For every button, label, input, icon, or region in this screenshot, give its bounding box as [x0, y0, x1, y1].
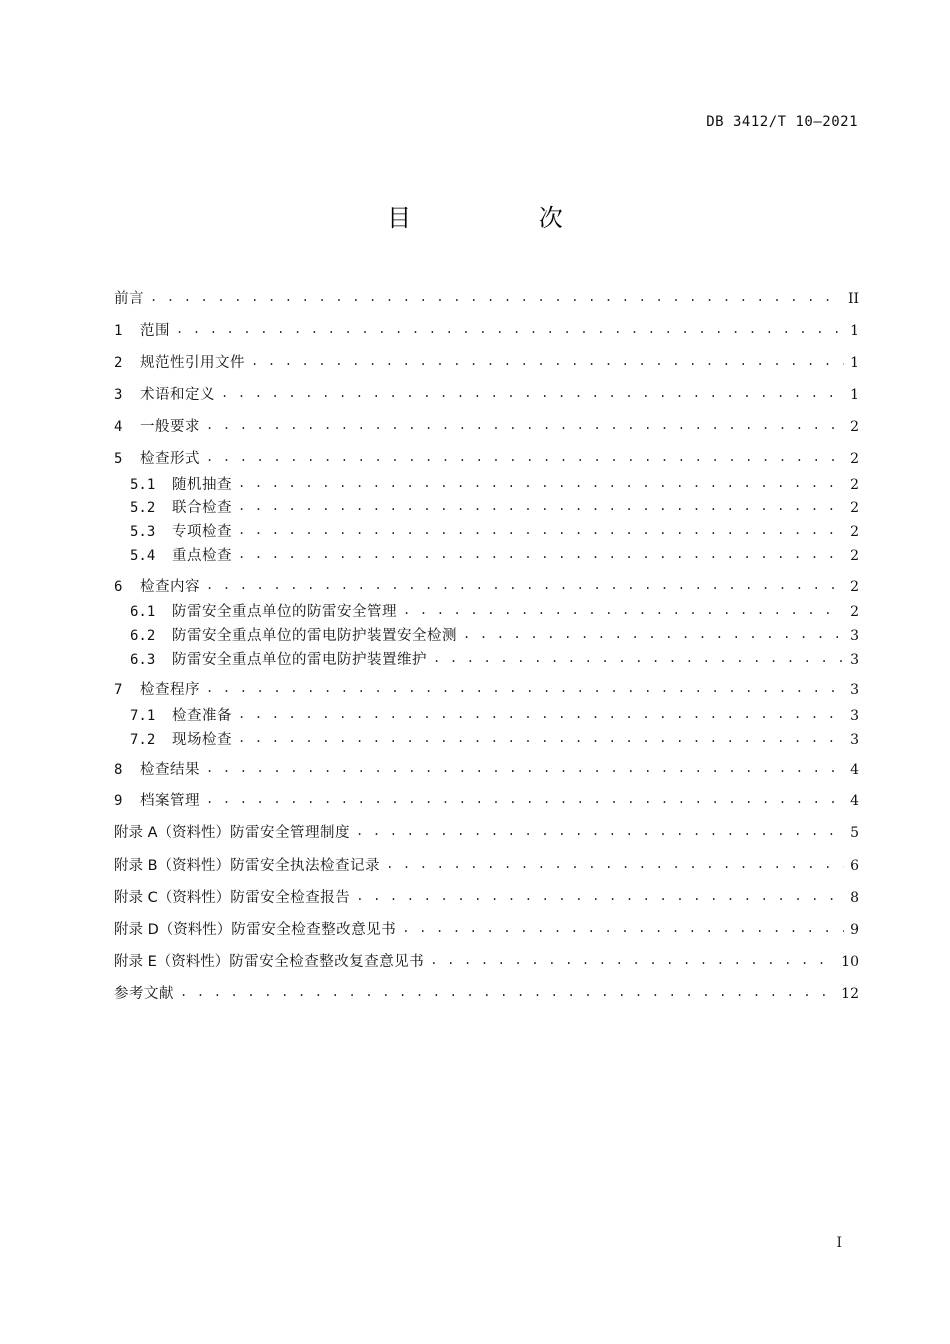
dot-leader — [433, 648, 844, 668]
dot-leader — [176, 319, 844, 339]
toc-label: 参考文献 — [114, 986, 174, 1002]
toc-entry-2[interactable] — [114, 353, 859, 373]
toc-page: 1 — [850, 323, 859, 339]
toc-number: 8 — [114, 762, 123, 778]
toc-page: 3 — [850, 628, 859, 644]
dot-leader — [386, 854, 844, 874]
toc-label: 规范性引用文件 — [140, 355, 245, 371]
dot-leader — [150, 287, 842, 307]
toc-entry-5-1[interactable] — [114, 475, 859, 495]
toc-page: 9 — [850, 922, 859, 938]
toc-number: 6.2 — [130, 628, 156, 644]
toc-entry-3[interactable] — [114, 385, 859, 405]
toc-number: 2 — [114, 355, 123, 371]
annex-label: 附录 B（资料性） — [114, 858, 231, 874]
toc-number: 7.1 — [130, 708, 156, 724]
toc-label: 检查形式 — [140, 451, 200, 467]
toc-page: 2 — [850, 419, 859, 435]
toc-label: 一般要求 — [140, 419, 200, 435]
dot-leader — [238, 728, 844, 748]
toc-label: 随机抽查 — [172, 477, 232, 493]
toc-number: 5.2 — [130, 500, 156, 516]
toc-entry-5[interactable] — [114, 449, 859, 469]
toc-entry-5-4[interactable] — [114, 546, 859, 566]
toc-entry-7[interactable] — [114, 680, 859, 700]
annex-label: 附录 A（资料性） — [114, 825, 231, 841]
toc-number: 5.4 — [130, 548, 156, 564]
toc-page: 4 — [850, 793, 859, 809]
footer-page-number: I — [836, 1235, 842, 1251]
toc-entry-annex-d[interactable] — [114, 920, 859, 940]
toc-label: 防雷安全执法检查记录 — [230, 858, 381, 874]
toc-number: 5.1 — [130, 477, 156, 493]
dot-leader — [238, 544, 844, 564]
toc-label: 联合检查 — [172, 500, 232, 516]
toc-entry-6-2[interactable] — [114, 626, 859, 646]
dot-leader — [180, 982, 835, 1002]
toc-page: 1 — [850, 387, 859, 403]
toc-page: 2 — [850, 477, 859, 493]
toc-entry-9[interactable] — [114, 791, 859, 811]
dot-leader — [206, 575, 844, 595]
toc-number: 3 — [114, 387, 123, 403]
toc-number: 6 — [114, 579, 123, 595]
toc-page: 8 — [850, 890, 859, 906]
toc-entry-annex-a[interactable] — [114, 823, 859, 843]
toc-entry-annex-e[interactable] — [114, 952, 859, 972]
toc-entry-6-3[interactable] — [114, 650, 859, 670]
toc-label: 现场检查 — [172, 732, 232, 748]
dot-leader — [238, 473, 844, 493]
toc-entry-6-1[interactable] — [114, 602, 859, 622]
dot-leader — [238, 496, 844, 516]
toc-label: 防雷安全重点单位的雷电防护装置安全检测 — [172, 628, 457, 644]
toc-number: 4 — [114, 419, 123, 435]
toc-page: 6 — [850, 858, 859, 874]
toc-number: 5.3 — [130, 524, 156, 540]
toc-page: 2 — [850, 579, 859, 595]
toc-label: 检查结果 — [140, 762, 200, 778]
toc-label: 防雷安全管理制度 — [230, 825, 351, 841]
toc-page: 10 — [841, 954, 859, 970]
document-code: DB 3412/T 10—2021 — [706, 114, 858, 130]
dot-leader — [206, 415, 844, 435]
toc-page: 3 — [850, 732, 859, 748]
toc-label: 范围 — [140, 323, 170, 339]
toc-page: 1 — [850, 355, 859, 371]
dot-leader — [356, 886, 844, 906]
toc-label: 防雷安全检查整改复查意见书 — [229, 954, 425, 970]
toc-entry-1[interactable] — [114, 321, 859, 341]
toc-label: 检查内容 — [140, 579, 200, 595]
toc-label: 防雷安全重点单位的防雷安全管理 — [172, 604, 397, 620]
dot-leader — [206, 447, 844, 467]
table-of-contents — [114, 0, 859, 1344]
toc-page: II — [847, 291, 859, 307]
toc-page: 2 — [850, 524, 859, 540]
dot-leader — [403, 600, 844, 620]
toc-number: 6.3 — [130, 652, 156, 668]
toc-entry-bibliography[interactable] — [114, 984, 859, 1004]
toc-number: 7 — [114, 682, 123, 698]
dot-leader — [206, 758, 844, 778]
dot-leader — [221, 383, 844, 403]
toc-number: 6.1 — [130, 604, 156, 620]
toc-label: 防雷安全检查报告 — [230, 890, 351, 906]
annex-label: 附录 E（资料性） — [114, 954, 230, 970]
dot-leader — [430, 950, 835, 970]
toc-entry-4[interactable] — [114, 417, 859, 437]
toc-label: 检查准备 — [172, 708, 232, 724]
toc-number: 7.2 — [130, 732, 156, 748]
toc-label: 档案管理 — [140, 793, 200, 809]
dot-leader — [402, 918, 844, 938]
toc-page: 2 — [850, 548, 859, 564]
toc-entry-6[interactable] — [114, 577, 859, 597]
toc-page: 3 — [850, 682, 859, 698]
toc-page: 4 — [850, 762, 859, 778]
toc-page: 12 — [841, 986, 859, 1002]
dot-leader — [206, 678, 844, 698]
toc-number: 1 — [114, 323, 123, 339]
page-title: 目 次 — [387, 204, 623, 232]
toc-entry-foreword[interactable] — [114, 289, 859, 309]
dot-leader — [206, 789, 844, 809]
toc-label: 防雷安全检查整改意见书 — [231, 922, 397, 938]
toc-label: 防雷安全重点单位的雷电防护装置维护 — [172, 652, 427, 668]
toc-page: 5 — [850, 825, 859, 841]
toc-number: 5 — [114, 451, 123, 467]
toc-entry-7-2[interactable] — [114, 730, 859, 750]
toc-page: 2 — [850, 451, 859, 467]
toc-label: 术语和定义 — [140, 387, 215, 403]
toc-page: 2 — [850, 604, 859, 620]
toc-page: 3 — [850, 708, 859, 724]
toc-page: 2 — [850, 500, 859, 516]
dot-leader — [463, 624, 844, 644]
toc-entry-5-3[interactable] — [114, 522, 859, 542]
dot-leader — [356, 821, 844, 841]
annex-label: 附录 C（资料性） — [114, 890, 231, 906]
dot-leader — [238, 520, 844, 540]
toc-entry-5-2[interactable] — [114, 498, 859, 518]
toc-entry-annex-b[interactable] — [114, 856, 859, 876]
toc-label: 重点检查 — [172, 548, 232, 564]
dot-leader — [238, 704, 844, 724]
toc-entry-8[interactable] — [114, 760, 859, 780]
toc-entry-7-1[interactable] — [114, 706, 859, 726]
toc-entry-annex-c[interactable] — [114, 888, 859, 908]
annex-label: 附录 D（资料性） — [114, 922, 232, 938]
toc-label: 检查程序 — [140, 682, 200, 698]
dot-leader — [251, 351, 844, 371]
toc-label: 专项检查 — [172, 524, 232, 540]
toc-label: 前言 — [114, 291, 144, 307]
toc-page: 3 — [850, 652, 859, 668]
toc-number: 9 — [114, 793, 123, 809]
